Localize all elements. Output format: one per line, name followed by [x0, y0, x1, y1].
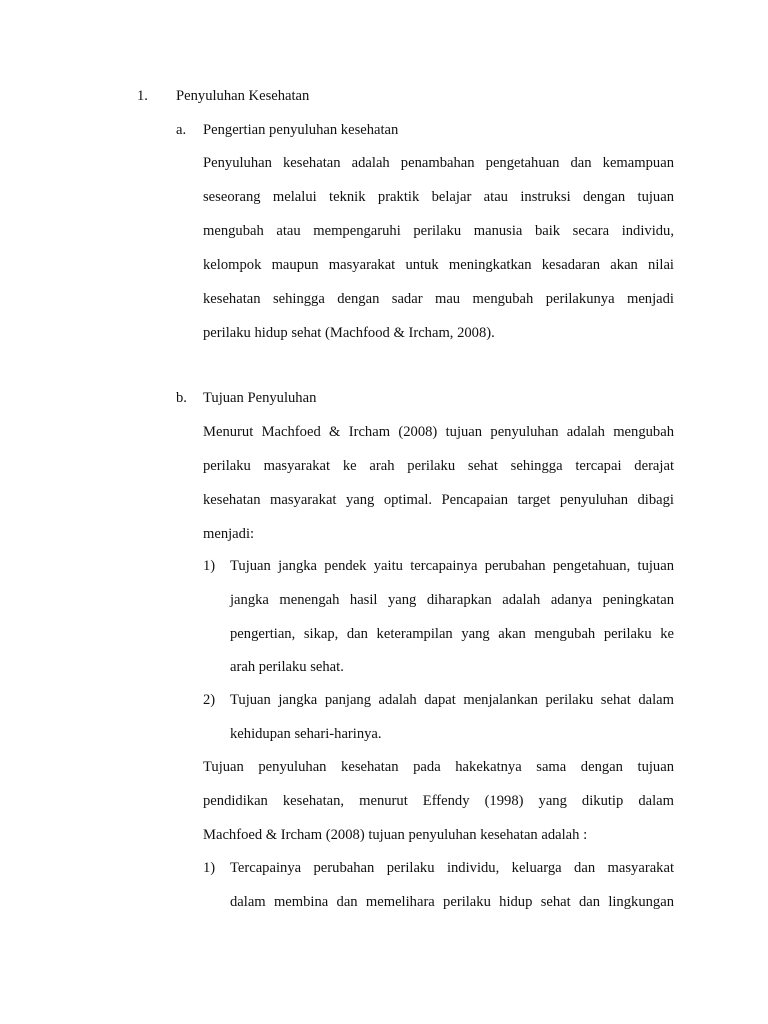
section-a-title: Pengertian penyuluhan kesehatan [203, 122, 399, 138]
paragraph-line: Tujuan penyuluhan kesehatan pada hakekatnya sama dengan tujuan [203, 759, 674, 775]
paragraph-line: kesehatan sehingga dengan sadar mau mengubah perilakunya menjadi [203, 291, 674, 307]
list-marker: 1) [203, 558, 216, 574]
paragraph-line: pendidikan kesehatan, menurut Effendy (1998) yang dikutip dalam [203, 793, 674, 809]
list-line: jangka menengah hasil yang diharapkan adalah adanya peningkatan [230, 592, 674, 608]
list-line: Tercapainya perubahan perilaku individu, keluarga dan masyarakat [230, 860, 674, 876]
list-marker: 1) [203, 860, 216, 876]
list-line: kehidupan sehari-harinya. [230, 726, 382, 742]
heading-number: 1. [137, 88, 148, 104]
list-line: Tujuan jangka pendek yaitu tercapainya perubahan pengetahuan, tujuan [230, 558, 674, 574]
paragraph-line: menjadi: [203, 526, 255, 542]
paragraph-line: perilaku masyarakat ke arah perilaku sehat sehingga tercapai derajat [203, 458, 674, 474]
paragraph-line: mengubah atau mempengaruhi perilaku manusia baik secara individu, [203, 223, 674, 239]
list-line: arah perilaku sehat. [230, 659, 344, 675]
paragraph-line: seseorang melalui teknik praktik belajar atau instruksi dengan tujuan [203, 189, 674, 205]
list-marker: 2) [203, 692, 216, 708]
paragraph-line: perilaku hidup sehat (Machfood & Ircham, 2008). [203, 325, 495, 341]
list-line: dalam membina dan memelihara perilaku hidup sehat dan lingkungan [230, 894, 674, 910]
section-b-marker: b. [176, 390, 187, 406]
paragraph-line: kelompok maupun masyarakat untuk meningkatkan kesadaran akan nilai [203, 257, 674, 273]
heading-title: Penyuluhan Kesehatan [176, 88, 310, 104]
section-b-title: Tujuan Penyuluhan [203, 390, 317, 406]
section-a-marker: a. [176, 122, 187, 138]
list-line: Tujuan jangka panjang adalah dapat menjalankan perilaku sehat dalam [230, 692, 674, 708]
paragraph-line: Machfoed & Ircham (2008) tujuan penyuluhan kesehatan adalah : [203, 827, 588, 843]
paragraph-line: Menurut Machfoed & Ircham (2008) tujuan penyuluhan adalah mengubah [203, 424, 674, 440]
paragraph-line: kesehatan masyarakat yang optimal. Pencapaian target penyuluhan dibagi [203, 492, 674, 508]
list-line: pengertian, sikap, dan keterampilan yang akan mengubah perilaku ke [230, 626, 674, 642]
paragraph-line: Penyuluhan kesehatan adalah penambahan pengetahuan dan kemampuan [203, 155, 674, 171]
